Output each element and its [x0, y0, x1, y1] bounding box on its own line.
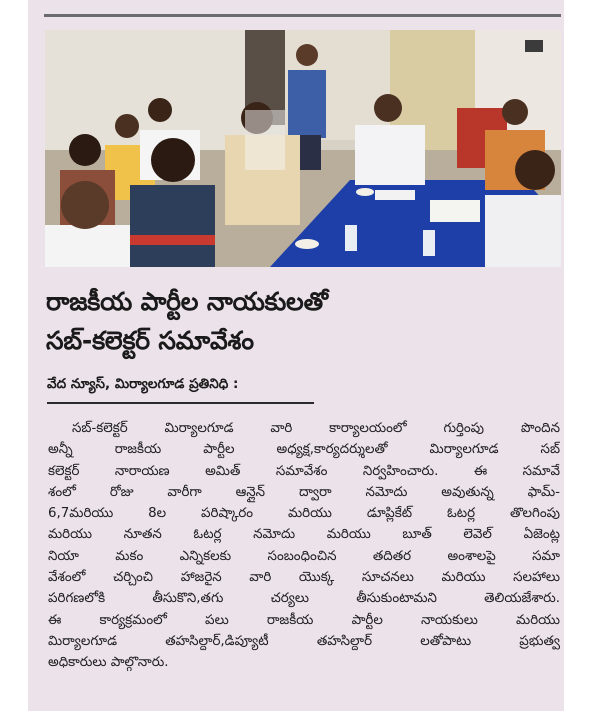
body-line: మిర్యాలగూడ తహసిల్దార్,డిప్యూటీ తహసిల్దార్ లతోపాటు ప్రభుత్వ — [48, 633, 560, 649]
meeting-photo — [45, 30, 561, 267]
byline-underline — [47, 402, 314, 404]
previous-article-fragment — [88, 0, 168, 4]
body-line: అన్నీ రాజకీయ పార్టీల అధ్యక్ష,కార్యదర్శులతో మిర్యాలగూడ సబ్ — [48, 442, 560, 458]
body-line: వేశంలో చర్చించి హాజరైన వారి యొక్క సూచనలు మరియు సలహాలు — [48, 570, 560, 586]
body-line: 6,7మరియు 8ల పరిష్కారం మరియు డూప్లికేట్ ఓటర్ల తొలగింపు — [48, 506, 560, 522]
body-line: మరియు నూతన ఓటర్ల నమోదు మరియు బూత్ లెవెల్ ఏజెంట్ల — [48, 527, 560, 543]
top-divider — [44, 14, 561, 17]
body-line: కలెక్టర్ నారాయణ అమిత్ సమావేశం నిర్వహించారు. ఈ సమావే — [48, 463, 560, 479]
body-line: నియా మకం ఎన్నికలకు సంబంధించిన తదితర అంశాలపై సమా — [48, 548, 560, 564]
body-line: శంలో రోజు వారీగా ఆన్లైన్ ద్వారా నమోదు అవుతున్న ఫామ్- — [48, 484, 560, 500]
body-line: పరిగణలోకి తీసుకొని,తగు చర్యలు తీసుకుంటామని తెలియజేశారు. — [48, 591, 560, 607]
article-body — [48, 418, 560, 674]
headline-line-2: సబ్-కలెక్టర్ సమావేశం — [46, 326, 254, 355]
byline: వేద న్యూస్, మిర్యాలగూడ ప్రతినిధి : — [47, 376, 239, 392]
meeting-photo-illustration — [45, 30, 561, 267]
body-line: అధికారులు పాల్గొనారు. — [48, 655, 169, 671]
headline — [46, 282, 556, 360]
body-line: సబ్-కలెక్టర్ మిర్యాలగూడ వారి కార్యాలయంలో గుర్తింపు పొందిన — [72, 421, 560, 436]
body-line: ఈ కార్యక్రమంలో పలు రాజకీయ పార్టీల నాయకులు మరియు — [48, 612, 560, 628]
headline-line-1: రాజకీయ పార్టీల నాయకులతో — [46, 287, 328, 316]
news-clipping — [28, 0, 564, 711]
